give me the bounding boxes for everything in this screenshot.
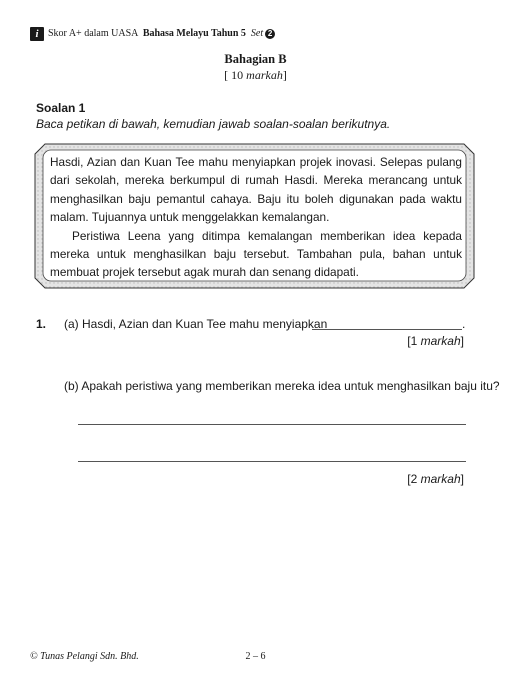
question-b-text: (b) Apakah peristiwa yang memberikan mereka idea untuk menghasilkan baju itu? — [64, 379, 500, 393]
copyright-text: © Tunas Pelangi Sdn. Bhd. — [30, 651, 139, 662]
reading-passage — [50, 153, 462, 282]
subject-name: Bahasa Melayu Tahun 5 — [142, 28, 246, 39]
publisher-logo: i — [30, 27, 44, 41]
section-marks — [0, 68, 511, 83]
page-number: 2 – 6 — [245, 651, 266, 662]
question-number: 1. — [36, 317, 47, 331]
answer-line-b-2[interactable] — [78, 461, 466, 462]
marks-b-word: markah — [420, 472, 461, 486]
series-name: Skor A+ dalam UASA — [48, 28, 138, 39]
running-header — [48, 28, 275, 39]
bracket-open: [ — [224, 68, 229, 82]
question-a-end: . — [462, 317, 466, 331]
passage-paragraph-1: Hasdi, Azian dan Kuan Tee mahu menyiapkan projek inovasi. Selepas pulang dari sekolah, mereka berkumpul di rumah Hasdi. Mereka merancang untuk menghasilkan baju pemantul cahaya. Baju itu boleh digunakan pada waktu malam. Tujuannya untuk menggelakkan kemalangan. — [50, 155, 462, 225]
section-title: Bahagian B — [224, 52, 287, 66]
question-a-text: (a) Hasdi, Azian dan Kuan Tee mahu menyiapkan — [64, 317, 328, 331]
marks-b-close: ] — [460, 472, 464, 486]
question-a-marks — [407, 334, 464, 348]
answer-line-b-1[interactable] — [78, 424, 466, 425]
bracket-close: ] — [282, 68, 287, 82]
passage-paragraph-2: Peristiwa Leena yang ditimpa kemalangan memberikan idea kepada mereka untuk menghasilkan baju tersebut. Tambahan pula, bahan untuk membuat projek tersebut agak murah dan senang didapati. — [50, 228, 462, 280]
answer-line-a[interactable] — [312, 329, 462, 330]
set-label: Set — [250, 28, 264, 39]
instruction-text: Baca petikan di bawah, kemudian jawab soalan-soalan berikutnya. — [36, 117, 391, 131]
marks-a-open: [1 — [407, 334, 421, 348]
marks-value: 10 — [231, 68, 244, 82]
marks-word: markah — [246, 68, 283, 82]
marks-b-open: [2 — [407, 472, 421, 486]
marks-a-word: markah — [420, 334, 461, 348]
set-number-badge: 2 — [265, 29, 275, 39]
question-b-marks — [407, 472, 464, 486]
marks-a-close: ] — [460, 334, 464, 348]
question-title: Soalan 1 — [36, 101, 86, 115]
